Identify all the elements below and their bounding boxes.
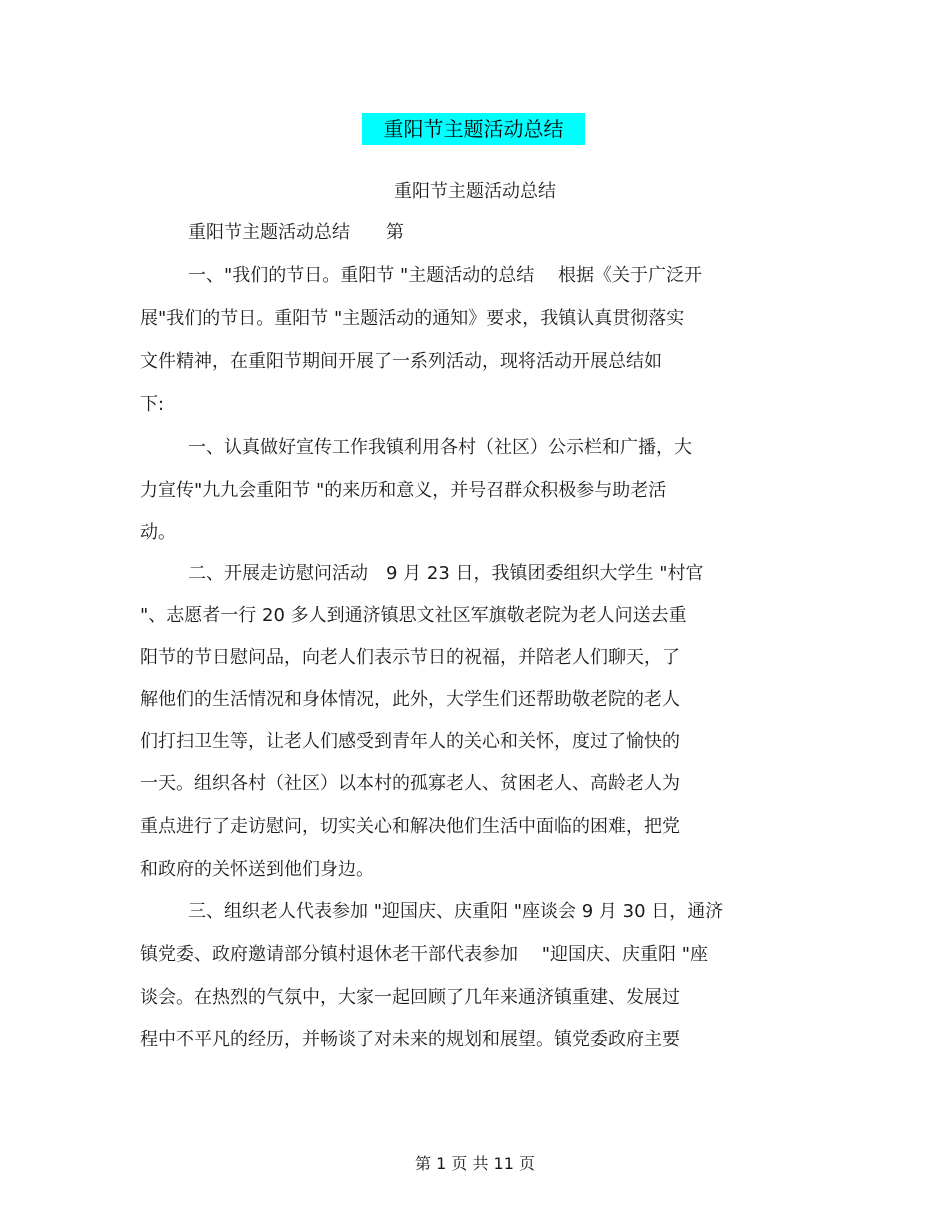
body-line: 解他们的生活情况和身体情况，此外，大学生们还帮助敬老院的老人 (140, 689, 680, 710)
body-line: 镇党委、政府邀请部分镇村退休老干部代表参加 "迎国庆、庆重阳 "座 (140, 944, 708, 965)
body-line: 二、开展走访慰问活动 9 月 23 日，我镇团委组织大学生 "村官 (188, 563, 704, 584)
body-line: 三、组织老人代表参加 "迎国庆、庆重阳 "座谈会 9 月 30 日，通济 (188, 901, 724, 922)
body-line: 力宣传"九九会重阳节 "的来历和意义，并号召群众积极参与助老活 (140, 480, 667, 501)
body-line: 重阳节主题活动总结 第 (188, 222, 404, 243)
body-line: 重点进行了走访慰问，切实关心和解决他们生活中面临的困难，把党 (140, 816, 680, 837)
body-line: 文件精神，在重阳节期间开展了一系列活动，现将活动开展总结如 (140, 351, 662, 372)
body-line: 一天。组织各村（社区）以本村的孤寡老人、贫困老人、高龄老人为 (140, 773, 680, 794)
body-line: 动。 (140, 522, 176, 543)
body-line: 们打扫卫生等，让老人们感受到青年人的关心和关怀，度过了愉快的 (140, 731, 680, 752)
document-subtitle: 重阳节主题活动总结 (394, 181, 556, 202)
body-line: 和政府的关怀送到他们身边。 (140, 859, 374, 880)
body-line: 下: (140, 394, 165, 415)
page-number: 第 1 页 共 11 页 (415, 1154, 535, 1173)
body-line: 展"我们的节日。重阳节 "主题活动的通知》要求，我镇认真贯彻落实 (140, 308, 685, 329)
body-line: 谈会。在热烈的气氛中，大家一起回顾了几年来通济镇重建、发展过 (140, 987, 680, 1008)
document-title: 重阳节主题活动总结 (362, 113, 585, 145)
body-line: 一、"我们的节日。重阳节 "主题活动的总结 根据《关于广泛开 (188, 265, 702, 286)
body-line: 一、认真做好宣传工作我镇利用各村（社区）公示栏和广播，大 (188, 437, 692, 458)
body-line: 程中不平凡的经历，并畅谈了对未来的规划和展望。镇党委政府主要 (140, 1029, 680, 1050)
body-line: "、志愿者一行 20 多人到通济镇思文社区军旗敬老院为老人问送去重 (140, 605, 687, 626)
body-line: 阳节的节日慰问品，向老人们表示节日的祝福，并陪老人们聊天，了 (140, 647, 680, 668)
